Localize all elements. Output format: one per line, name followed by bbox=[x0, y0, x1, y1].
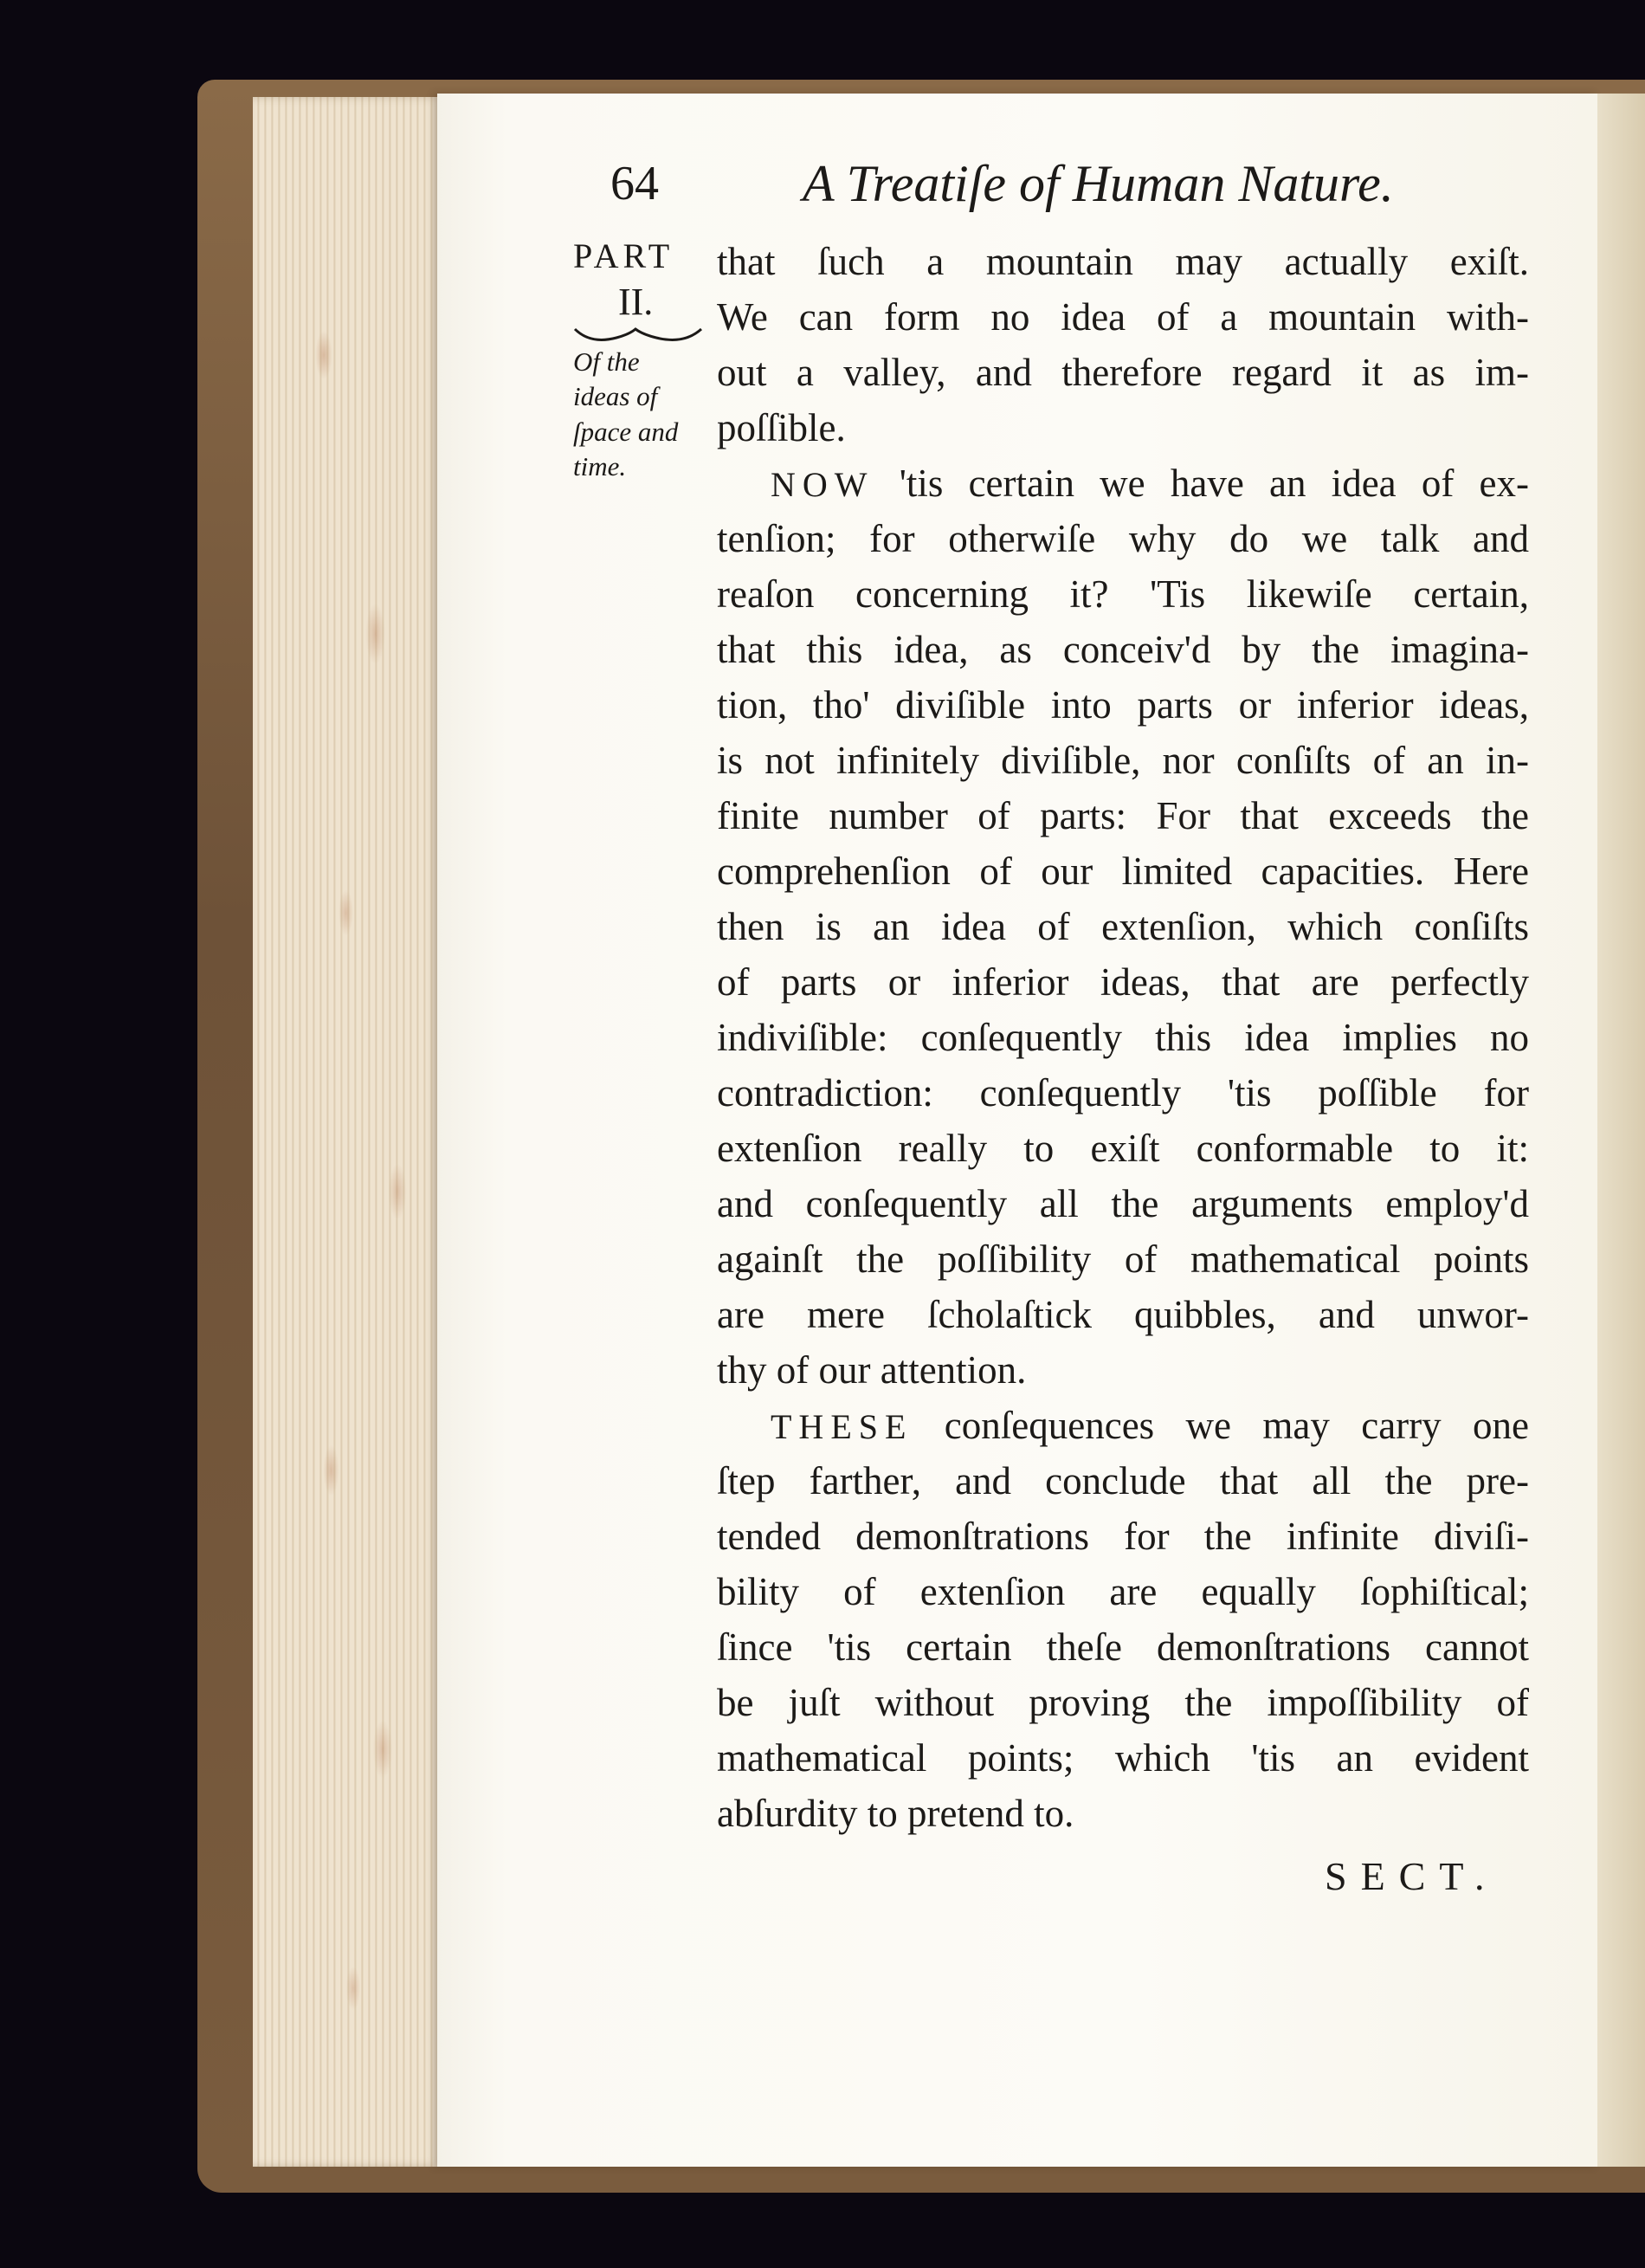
part-label: PART bbox=[573, 236, 674, 275]
text-line: and conſequently all the arguments employ'd bbox=[717, 1182, 1529, 1225]
text-line: contradiction: conſequently 'tis poſſible for bbox=[717, 1071, 1529, 1115]
body-text bbox=[717, 234, 1529, 1841]
text-line: that ſuch a mountain may actually exiſt. bbox=[717, 240, 1529, 283]
text-line: tenſion; for otherwiſe why do we talk and bbox=[717, 517, 1529, 560]
text-line: indiviſible: conſequently this idea implies no bbox=[717, 1016, 1529, 1059]
text-line: bility of extenſion are equally ſophiſtical; bbox=[717, 1570, 1529, 1613]
running-title: A Treatiſe of Human Nature. bbox=[803, 155, 1394, 212]
small-caps-lead: NOW bbox=[771, 465, 874, 504]
text-line: reaſon concerning it? 'Tis likewiſe certain, bbox=[717, 572, 1529, 616]
text-line: extenſion really to exiſt conformable to it: bbox=[717, 1127, 1529, 1170]
text-line: comprehenſion of our limited capacities. Here bbox=[717, 850, 1529, 893]
text-line: tion, tho' diviſible into parts or inferior ideas, bbox=[717, 683, 1529, 727]
text-line: abſurdity to pretend to. bbox=[717, 1792, 1074, 1835]
text-line: out a valley, and therefore regard it as im- bbox=[717, 351, 1529, 394]
text-line: ſince 'tis certain theſe demonſtrations cannot bbox=[717, 1625, 1529, 1669]
text-line: is not infinitely diviſible, nor conſiſts of an in- bbox=[717, 739, 1529, 782]
text-line: againſt the poſſibility of mathematical points bbox=[717, 1237, 1529, 1281]
brace-ornament-icon bbox=[573, 326, 703, 346]
text-line: tended demonſtrations for the infinite diviſi- bbox=[717, 1515, 1529, 1558]
facing-page-edge bbox=[1597, 94, 1645, 2167]
text-line: be juſt without proving the impoſſibility of bbox=[717, 1681, 1529, 1724]
paragraph-opening-line bbox=[717, 456, 1529, 511]
small-caps-lead: THESE bbox=[771, 1407, 913, 1446]
text-line: of parts or inferior ideas, that are perfectly bbox=[717, 960, 1529, 1004]
text-line: are mere ſcholaſtick quibbles, and unwor- bbox=[717, 1293, 1529, 1336]
gloss-line: ideas of bbox=[573, 381, 658, 412]
gloss-line: ſpace and bbox=[573, 416, 679, 447]
text-line: then is an idea of extenſion, which conſiſts bbox=[717, 905, 1529, 948]
page-header bbox=[610, 156, 1528, 225]
gloss-line: Of the bbox=[573, 346, 640, 377]
text-line: poſſible. bbox=[717, 406, 846, 449]
text-line: that this idea, as conceiv'd by the imagina- bbox=[717, 628, 1529, 671]
text-line: We can form no idea of a mountain with- bbox=[717, 295, 1529, 339]
marginal-note bbox=[573, 236, 712, 484]
gloss-line: time. bbox=[573, 450, 627, 481]
text-line: mathematical points; which 'tis an evident bbox=[717, 1736, 1529, 1780]
text-line: finite number of parts: For that exceeds the bbox=[717, 794, 1529, 837]
text-line-rest: conſequences we may carry one bbox=[913, 1404, 1529, 1447]
catchword: SECT. bbox=[1325, 1854, 1499, 1898]
paragraph-opening-line bbox=[717, 1398, 1529, 1453]
page-number: 64 bbox=[610, 157, 659, 210]
marginal-gloss bbox=[573, 345, 712, 484]
text-line: ſtep farther, and conclude that all the pre- bbox=[717, 1459, 1529, 1502]
part-number: II. bbox=[618, 281, 654, 323]
text-line: thy of our attention. bbox=[717, 1348, 1027, 1392]
text-line-rest: 'tis certain we have an idea of ex- bbox=[874, 462, 1529, 505]
foxing-stains bbox=[294, 156, 442, 2148]
